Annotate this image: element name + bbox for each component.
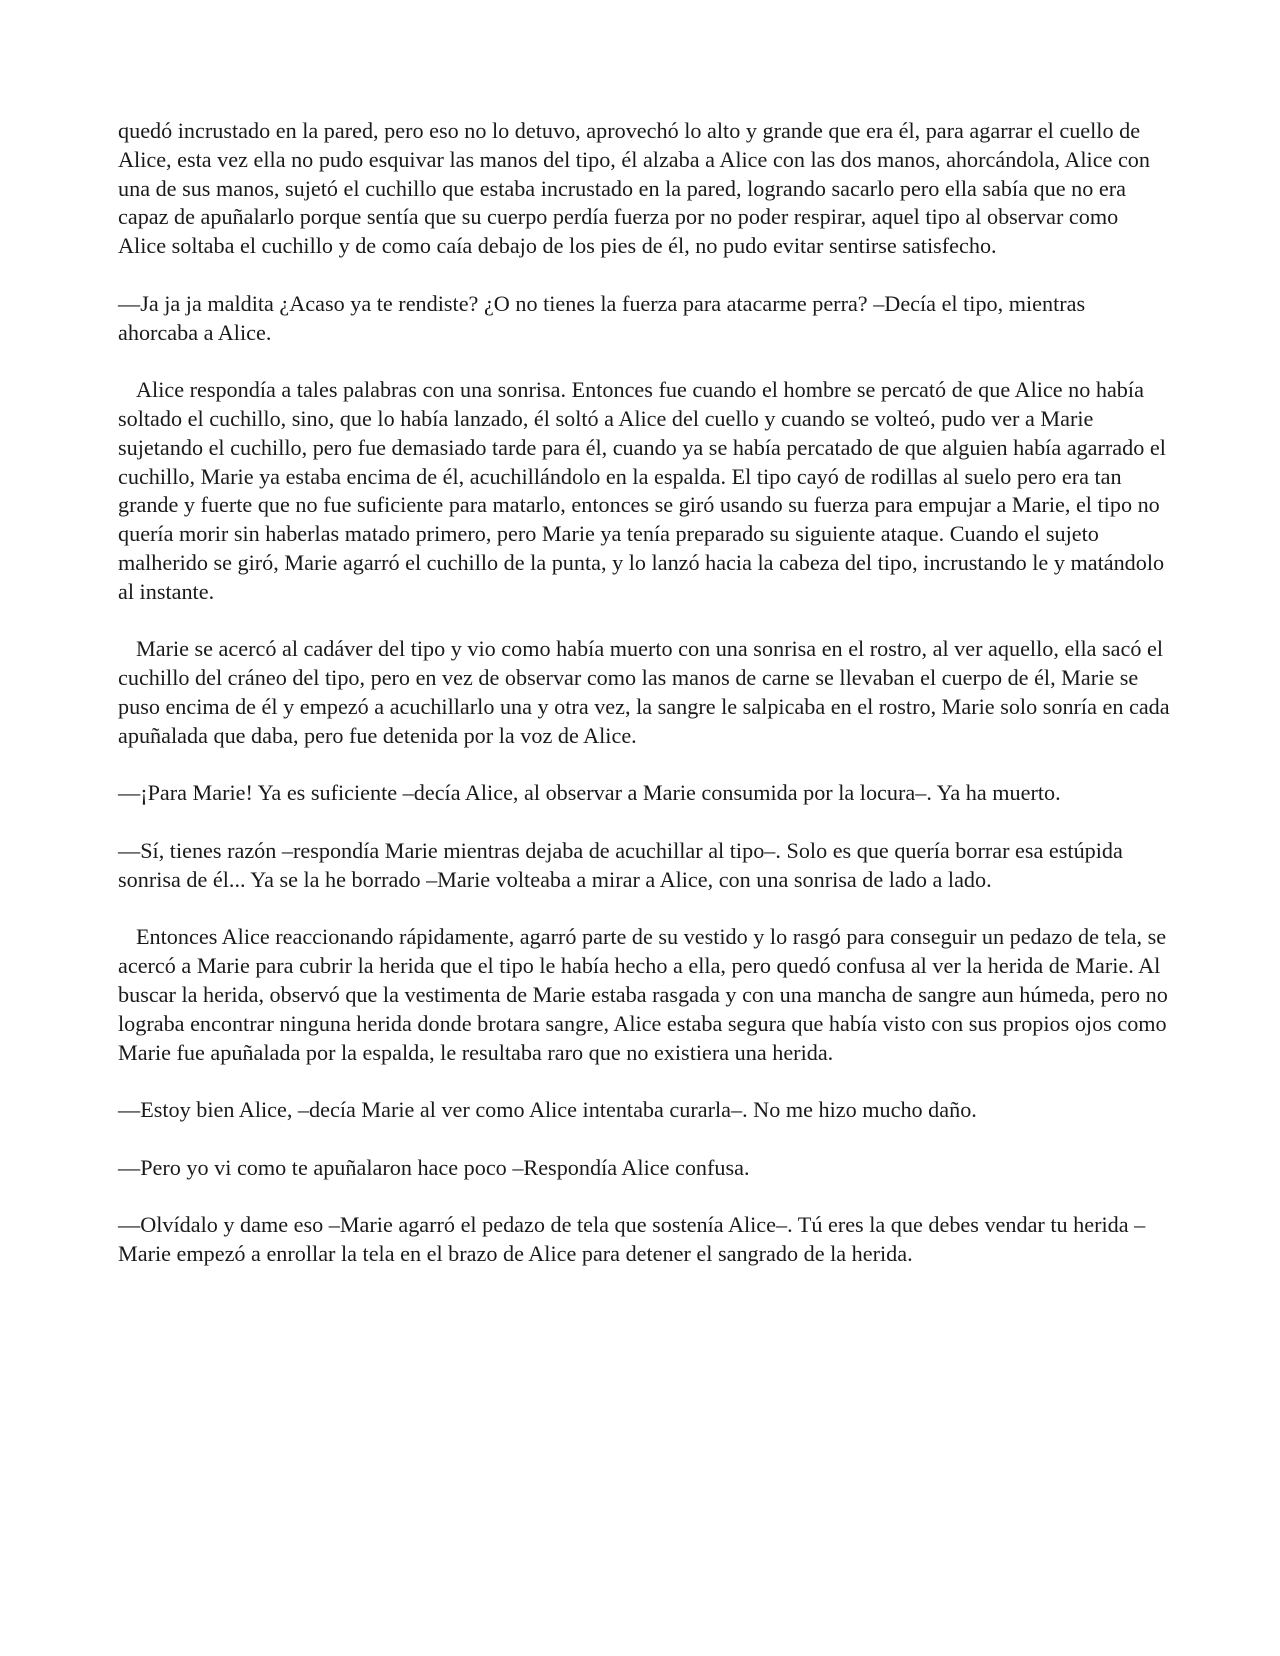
paragraph-3: Alice respondía a tales palabras con una sonrisa. Entonces fue cuando el hombre se percató de que Alice no había soltado el cuchillo, sino, que lo había lanzado, él soltó a Alice del cuello y cuando se volteó, pudo ver a Marie sujetando el cuchillo, pero fue demasiado tarde para él, cuando ya se había percatado de que alguien había agarrado el cuchillo, Marie ya estaba encima de él, acuchillándolo en la espalda. El tipo cayó de rodillas al suelo pero era tan grande y fuerte que no fue suficiente para matarlo, entonces se giró usando su fuerza para empujar a Marie, el tipo no quería morir sin haberlas matado primero, pero Marie ya tenía preparado su siguiente ataque. Cuando el sujeto malherido se giró, Marie agarró el cuchillo de la punta, y lo lanzó hacia la cabeza del tipo, incrustando le y matándolo al instante. [118, 377, 1166, 604]
dialogue-paragraph-5: —¡Para Marie! Ya es suficiente –decía Alice, al observar a Marie consumida por la locura–. Ya ha muerto. [118, 780, 1061, 806]
paragraph-7: Entonces Alice reaccionando rápidamente, agarró parte de su vestido y lo rasgó para conseguir un pedazo de tela, se acercó a Marie para cubrir la herida que el tipo le había hecho a ella, pero quedó confusa al ver la herida de Marie. Al buscar la herida, observó que la vestimenta de Marie estaba rasgada y con una mancha de sangre aun húmeda, pero no lograba encontrar ninguna herida donde brotara sangre, Alice estaba segura que había visto con sus propios ojos como Marie fue apuñalada por la espalda, le resultaba raro que no existiera una herida. [118, 924, 1168, 1065]
dialogue-paragraph-6: —Sí, tienes razón –respondía Marie mientras dejaba de acuchillar al tipo–. Solo es que quería borrar esa estúpida sonrisa de él... Ya se la he borrado –Marie volteaba a mirar a Alice, con una sonrisa de lado a lado. [118, 837, 1123, 892]
dialogue-paragraph-2: —Ja ja ja maldita ¿Acaso ya te rendiste? ¿O no tienes la fuerza para atacarme perra? –Decía el tipo, mientras ahorcaba a Alice. [118, 290, 1086, 345]
paragraph-4: Marie se acercó al cadáver del tipo y vio como había muerto con una sonrisa en el rostro, al ver aquello, ella sacó el cuchillo del cráneo del tipo, pero en vez de observar como las manos de carne se llevaban el cuerpo de él, Marie se puso encima de él y empezó a acuchillarlo una y otra vez, la sangre le salpicaba en el rostro, Marie solo sonría en cada apuñalada que daba, pero fue detenida por la voz de Alice. [118, 636, 1170, 748]
paragraph-1: quedó incrustado en la pared, pero eso no lo detuvo, aprovechó lo alto y grande que era él, para agarrar el cuello de Alice, esta vez ella no pudo esquivar las manos del tipo, él alzaba a Alice con las dos manos, ahorcándola, Alice con una de sus manos, sujetó el cuchillo que estaba incrustado en la pared, logrando sacarlo pero ella sabía que no era capaz de apuñalarlo porque sentía que su cuerpo perdía fuerza por no poder respirar, aquel tipo al observar como Alice soltaba el cuchillo y de como caía debajo de los pies de él, no pudo evitar sentirse satisfecho. [118, 118, 1150, 259]
dialogue-paragraph-9: —Pero yo vi como te apuñalaron hace poco –Respondía Alice confusa. [118, 1154, 750, 1180]
story-text [118, 117, 1170, 1269]
dialogue-paragraph-8: —Estoy bien Alice, –decía Marie al ver como Alice intentaba curarla–. No me hizo mucho daño. [118, 1097, 977, 1123]
dialogue-paragraph-10: —Olvídalo y dame eso –Marie agarró el pedazo de tela que sostenía Alice–. Tú eres la que debes vendar tu herida –Marie empezó a enrollar la tela en el brazo de Alice para detener el sangrado de la herida. [118, 1212, 1146, 1267]
